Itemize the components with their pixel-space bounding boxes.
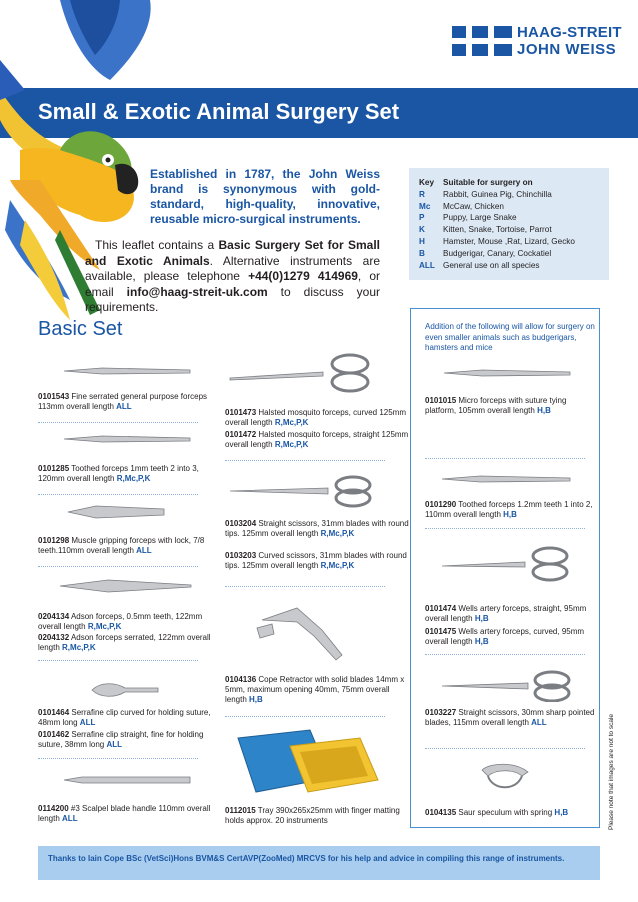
item-code: 0101285 xyxy=(38,464,70,473)
mosquito-forceps-image xyxy=(228,350,378,394)
item-0101290 xyxy=(425,500,595,520)
item-suitability: ALL xyxy=(116,402,132,411)
item-desc: #3 Scalpel blade handle 110mm overall length xyxy=(38,804,211,823)
item-0104136 xyxy=(225,675,410,705)
item-desc: Muscle gripping forceps with lock, 7/8 teeth.110mm overall length xyxy=(38,536,205,555)
brand-logo xyxy=(452,24,627,60)
divider xyxy=(38,566,198,567)
item-suitability: ALL xyxy=(106,740,123,749)
key-header-desc: Suitable for surgery on xyxy=(443,178,533,187)
item-0103203 xyxy=(225,551,410,571)
key-code: B xyxy=(419,248,425,258)
addition-text: Addition of the following will allow for surgery on even smaller animals such as budgerigars, hamsters and mice xyxy=(425,322,595,352)
item-desc: Halsted mosquito forceps, curved 125mm overall length xyxy=(225,408,406,427)
item-suitability: R,Mc,P,K xyxy=(274,440,309,449)
item-desc: Saur speculum with spring xyxy=(456,808,555,817)
saur-speculum-image xyxy=(476,760,536,800)
intro-text-2: . Alternative instruments are available, please telephone xyxy=(85,253,380,283)
item-0204132 xyxy=(38,633,223,653)
item-code: 0204132 xyxy=(38,633,70,642)
micro-forceps-image xyxy=(442,364,572,382)
item-code: 0101473 xyxy=(225,408,257,417)
divider xyxy=(38,758,198,759)
key-desc: Budgerigar, Canary, Cockatiel xyxy=(443,248,552,258)
intro-text-4: to discuss your requirements. xyxy=(85,284,380,314)
key-code: P xyxy=(419,213,425,223)
wells-forceps-image xyxy=(440,544,575,584)
key-code: Mc xyxy=(419,201,431,211)
sharp-scissors-image xyxy=(440,670,575,702)
divider xyxy=(225,716,385,717)
item-code: 0101474 xyxy=(425,604,457,613)
item-desc: Tray 390x265x25mm with finger matting holds approx. 20 instruments xyxy=(225,806,400,825)
item-code: 0101015 xyxy=(425,396,457,405)
key-desc: Kitten, Snake, Tortoise, Parrot xyxy=(443,225,552,235)
email-link[interactable]: info@haag-streit-uk.com xyxy=(126,284,268,299)
item-suitability: R,Mc,P,K xyxy=(320,561,355,570)
cope-retractor-image xyxy=(252,600,352,666)
item-desc: Fine serrated general purpose forceps 113mm overall length xyxy=(38,392,208,411)
item-code: 0104135 xyxy=(425,808,457,817)
item-desc: Straight scissors, 30mm sharp pointed blades, 115mm overall length xyxy=(425,708,595,727)
item-0103227 xyxy=(425,708,595,728)
divider xyxy=(38,494,198,495)
key-desc: General use on all species xyxy=(443,260,540,270)
scale-note: Please note that images are not to scale xyxy=(608,714,615,830)
item-suitability: H,B xyxy=(474,614,489,623)
item-desc: Curved scissors, 31mm blades with round tips. 125mm overall length xyxy=(225,551,407,570)
phone-number[interactable]: +44(0)1279 414969 xyxy=(248,269,358,283)
item-0101462 xyxy=(38,730,223,750)
item-desc: Toothed forceps 1.2mm teeth 1 into 2, 110mm overall length xyxy=(425,500,593,519)
item-code: 0103203 xyxy=(225,551,257,560)
item-desc: Wells artery forceps, straight, 95mm overall length xyxy=(425,604,587,623)
item-code: 0101475 xyxy=(425,627,457,636)
muscle-forceps-image xyxy=(66,500,166,524)
item-suitability: R,Mc,P,K xyxy=(320,529,355,538)
divider xyxy=(225,586,385,587)
item-code: 0112015 xyxy=(225,806,256,815)
item-suitability: R,Mc,P,K xyxy=(62,643,96,652)
item-suitability: ALL xyxy=(79,718,96,727)
intro-text-3: , or email xyxy=(85,269,381,299)
item-desc: Halsted mosquito forceps, straight 125mm overall length xyxy=(225,430,409,449)
intro-text-1: This leaflet contains a xyxy=(95,238,219,252)
item-0104135 xyxy=(425,808,595,818)
item-code: 0103227 xyxy=(425,708,457,717)
brand-line2: JOHN WEISS xyxy=(517,41,617,58)
key-header-code: Key xyxy=(419,178,435,187)
key-row xyxy=(419,212,609,224)
item-0101472 xyxy=(225,430,410,450)
item-0204134 xyxy=(38,612,223,632)
item-0112015 xyxy=(225,806,410,826)
straight-scissors-image xyxy=(228,474,383,508)
key-desc: Puppy, Large Snake xyxy=(443,213,517,223)
item-suitability: ALL xyxy=(531,718,547,727)
toothed-forceps-image xyxy=(62,428,192,450)
item-0101474 xyxy=(425,604,595,624)
divider xyxy=(225,460,385,461)
key-code: ALL xyxy=(419,260,435,270)
item-suitability: H,B xyxy=(474,637,489,646)
item-suitability: R,Mc,P,K xyxy=(274,418,309,427)
divider xyxy=(425,748,585,749)
item-code: 0103204 xyxy=(225,519,257,528)
key-code: H xyxy=(419,236,425,246)
divider xyxy=(38,660,198,661)
item-code: 0114200 xyxy=(38,804,69,813)
toothed-micro-forceps-image xyxy=(440,470,572,488)
fine-forceps-image xyxy=(62,360,192,382)
scalpel-handle-image xyxy=(62,772,192,788)
divider xyxy=(425,528,585,529)
intro-bold-set: Basic Surgery Set for Small and Exotic Animals xyxy=(85,238,380,268)
key-row xyxy=(419,260,609,272)
item-suitability: R,Mc,P,K xyxy=(87,622,122,631)
instrument-tray-image xyxy=(230,726,380,798)
key-desc: Hamster, Mouse ,Rat, Lizard, Gecko xyxy=(443,236,575,246)
item-desc: Serrafine clip curved for holding suture, 48mm long xyxy=(38,708,211,727)
item-0101298 xyxy=(38,536,223,556)
hs-logo-mark-icon xyxy=(452,26,512,56)
item-desc: Toothed forceps 1mm teeth 2 into 3, 120mm overall length xyxy=(38,464,199,483)
item-suitability: H,B xyxy=(554,808,569,817)
key-row xyxy=(419,236,609,248)
key-code: K xyxy=(419,225,425,235)
item-0101475 xyxy=(425,627,595,647)
brand-line1: HAAG-STREIT xyxy=(517,24,622,41)
item-desc: Cope Retractor with solid blades 14mm x 5mm, maximum opening 40mm, 75mm overall length xyxy=(225,675,405,704)
key-desc: Rabbit, Guinea Pig, Chinchilla xyxy=(443,189,552,199)
serrafine-clip-image xyxy=(90,678,160,702)
item-0101285 xyxy=(38,464,223,484)
divider xyxy=(38,422,198,423)
basic-set-heading: Basic Set xyxy=(38,318,123,340)
item-code: 0101464 xyxy=(38,708,70,717)
divider xyxy=(425,458,585,459)
key-row xyxy=(419,224,609,236)
item-0103204 xyxy=(225,519,410,539)
acknowledgement-footer: Thanks to Iain Cope BSc (VetSci)Hons BVM&S CertAVP(ZooMed) MRCVS for his help and advice in compiling this range of instruments. xyxy=(38,846,600,880)
item-code: 0104136 xyxy=(225,675,257,684)
key-desc: McCaw, Chicken xyxy=(443,201,504,211)
item-suitability: R,Mc,P,K xyxy=(116,474,151,483)
item-code: 0101462 xyxy=(38,730,70,739)
item-desc: Adson forceps, 0.5mm teeth, 122mm overall length xyxy=(38,612,203,631)
item-suitability: ALL xyxy=(62,814,78,823)
page-title: Small & Exotic Animal Surgery Set xyxy=(38,99,400,124)
intro-headline: Established in 1787, the John Weiss brand is synonymous with gold-standard, high-quality, innovative, reusable micro-surgical instruments. xyxy=(150,167,380,226)
item-suitability: H,B xyxy=(537,406,551,415)
divider xyxy=(425,654,585,655)
item-code: 0101290 xyxy=(425,500,457,509)
item-code: 0101472 xyxy=(225,430,257,439)
item-desc: Straight scissors, 31mm blades with round tips. 125mm overall length xyxy=(225,519,409,538)
item-0114200 xyxy=(38,804,223,824)
item-suitability: H,B xyxy=(249,695,263,704)
item-desc: Wells artery forceps, curved, 95mm overall length xyxy=(425,627,585,646)
item-0101543 xyxy=(38,392,223,412)
key-code: R xyxy=(419,189,425,199)
key-row xyxy=(419,201,609,213)
intro-paragraph xyxy=(85,238,380,316)
item-desc: Serrafine clip straight, fine for holding suture, 38mm long xyxy=(38,730,204,749)
item-code: 0101298 xyxy=(38,536,70,545)
item-suitability: ALL xyxy=(136,546,152,555)
item-0101464 xyxy=(38,708,223,728)
species-key xyxy=(409,168,609,280)
adson-forceps-image xyxy=(58,574,193,598)
item-0101015 xyxy=(425,396,595,416)
item-0101473 xyxy=(225,408,410,428)
item-suitability: H,B xyxy=(503,510,517,519)
item-code: 0204134 xyxy=(38,612,70,621)
item-desc: Adson forceps serrated, 122mm overall length xyxy=(38,633,211,652)
key-header xyxy=(419,177,609,189)
key-row xyxy=(419,248,609,260)
key-row xyxy=(419,189,609,201)
item-desc: Micro forceps with suture tying platform, 105mm overall length xyxy=(425,396,567,415)
item-code: 0101543 xyxy=(38,392,70,401)
